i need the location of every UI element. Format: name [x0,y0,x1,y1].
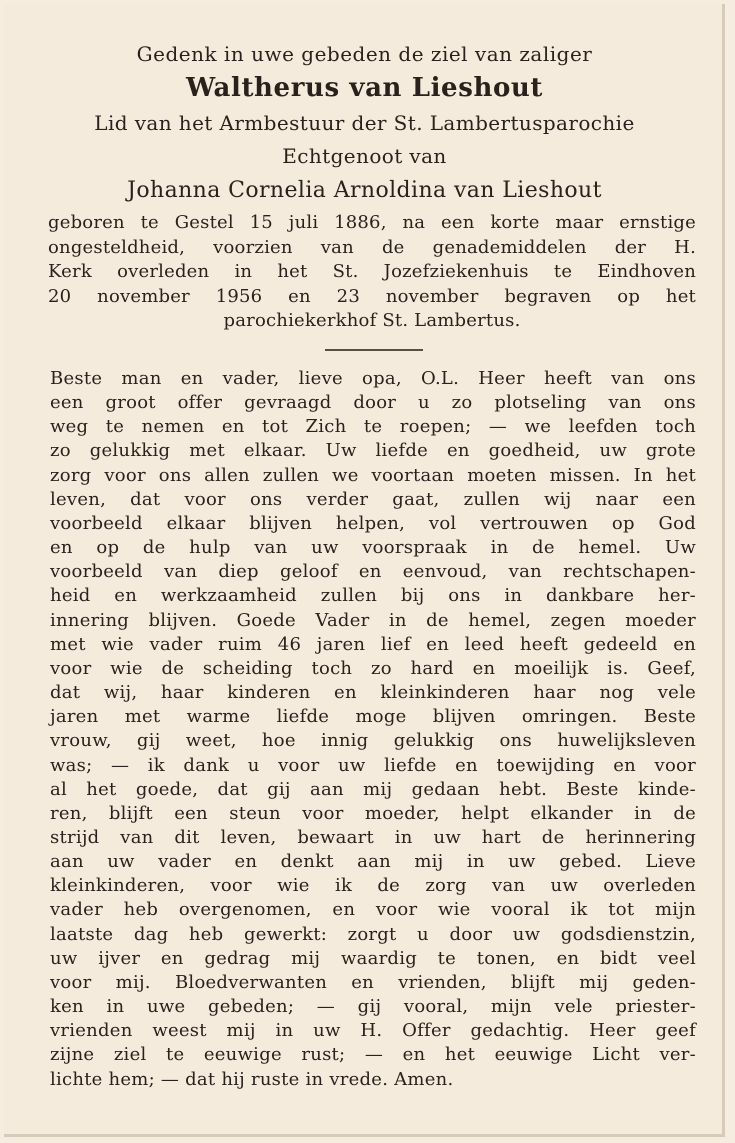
text-line: laatste dag heb gewerkt: zorgt u door uw godsdienstzin, [50,923,696,945]
text-line: Beste man en vader, lieve opa, O.L. Heer heeft van ons [50,368,696,389]
spouse-name: Johanna Cornelia Arnoldina van Lieshout [127,178,602,203]
text-line: voorbeeld van diep geloof en eenvoud, van rechtschapen- [50,561,696,583]
bio-line: 20 november 1956 en 23 november begraven op het [48,285,696,307]
text-line: voor mij. Bloedverwanten en vrienden, blijft mij geden- [50,971,696,993]
text-line: jaren met warme liefde moge blijven omringen. Beste [50,706,696,728]
farewell-text [50,367,696,1092]
text-line: kleinkinderen, voor wie ik de zorg van uw overleden [50,875,696,897]
text-line: leven, dat voor ons verder gaat, zullen wij naar een [50,488,696,510]
text-line: voor wie de scheiding toch zo hard en moeilijk is. Geef, [50,657,696,679]
text-line: vrienden weest mij in uw H. Offer gedachtig. Heer geef [50,1020,696,1042]
text-line: was; — ik dank u voor uw liefde en toewijding en voor [50,754,696,776]
text-line: vader heb overgenomen, en voor wie vooral ik tot mijn [50,899,696,921]
deceased-role: Lid van het Armbestuur der St. Lambertusparochie [94,111,635,135]
text-line: heid en werkzaamheid zullen bij ons in dankbare her- [50,585,696,607]
text-line: met wie vader ruim 46 jaren lief en leed heeft gedeeld en [50,633,696,655]
divider-rule [325,349,423,351]
spouse-intro: Echtgenoot van [282,144,447,168]
text-line: strijd van dit leven, bewaart in uw hart de herinnering [50,826,696,848]
text-line: dat wij, haar kinderen en kleinkinderen haar nog vele [50,682,696,704]
prayer-intro: Gedenk in uwe gebeden de ziel van zaliger [136,42,593,66]
text-line: aan uw vader en denkt aan mij in uw gebed. Lieve [50,851,696,873]
text-line: een groot offer gevraagd door u zo plotseling van ons [50,392,696,414]
card-header [4,40,725,206]
bio-line: parochiekerkhof St. Lambertus. [223,310,521,331]
text-line: ken in uwe gebeden; — gij vooral, mijn vele priester- [50,996,696,1018]
text-line: uw ijver en gedrag mij waardig te tonen, en bidt veel [50,947,696,969]
text-line: al het goede, dat gij aan mij gedaan hebt. Beste kinde- [50,778,696,800]
biography [48,211,696,334]
text-line: en op de hulp van uw voorspraak in de hemel. Uw [50,537,696,559]
text-line: zo gelukkig met elkaar. Uw liefde en goedheid, uw grote [50,440,696,462]
text-line: zijne ziel te eeuwige rust; — en het eeuwige Licht ver- [50,1044,696,1066]
text-line: weg te nemen en tot Zich te roepen; — we leefden toch [50,416,696,438]
text-line: vrouw, gij weet, hoe innig gelukkig ons huwelijksleven [50,730,696,752]
deceased-name: Waltherus van Lieshout [185,73,543,103]
text-line: lichte hem; — dat hij ruste in vrede. Amen. [50,1068,454,1090]
bio-line: geboren te Gestel 15 juli 1886, na een korte maar ernstige [48,212,696,233]
text-line: zorg voor ons allen zullen we voortaan moeten missen. In het [50,464,696,486]
text-line: ren, blijft een steun voor moeder, helpt elkander in de [50,802,696,824]
text-line: innering blijven. Goede Vader in de hemel, zegen moeder [50,609,696,631]
bio-line: Kerk overleden in het St. Jozefziekenhuis te Eindhoven [48,261,696,282]
bio-line: ongesteldheid, voorzien van de genademiddelen der H. [48,236,696,258]
text-line: voorbeeld elkaar blijven helpen, vol vertrouwen op God [50,512,696,534]
memorial-card [4,4,725,1137]
